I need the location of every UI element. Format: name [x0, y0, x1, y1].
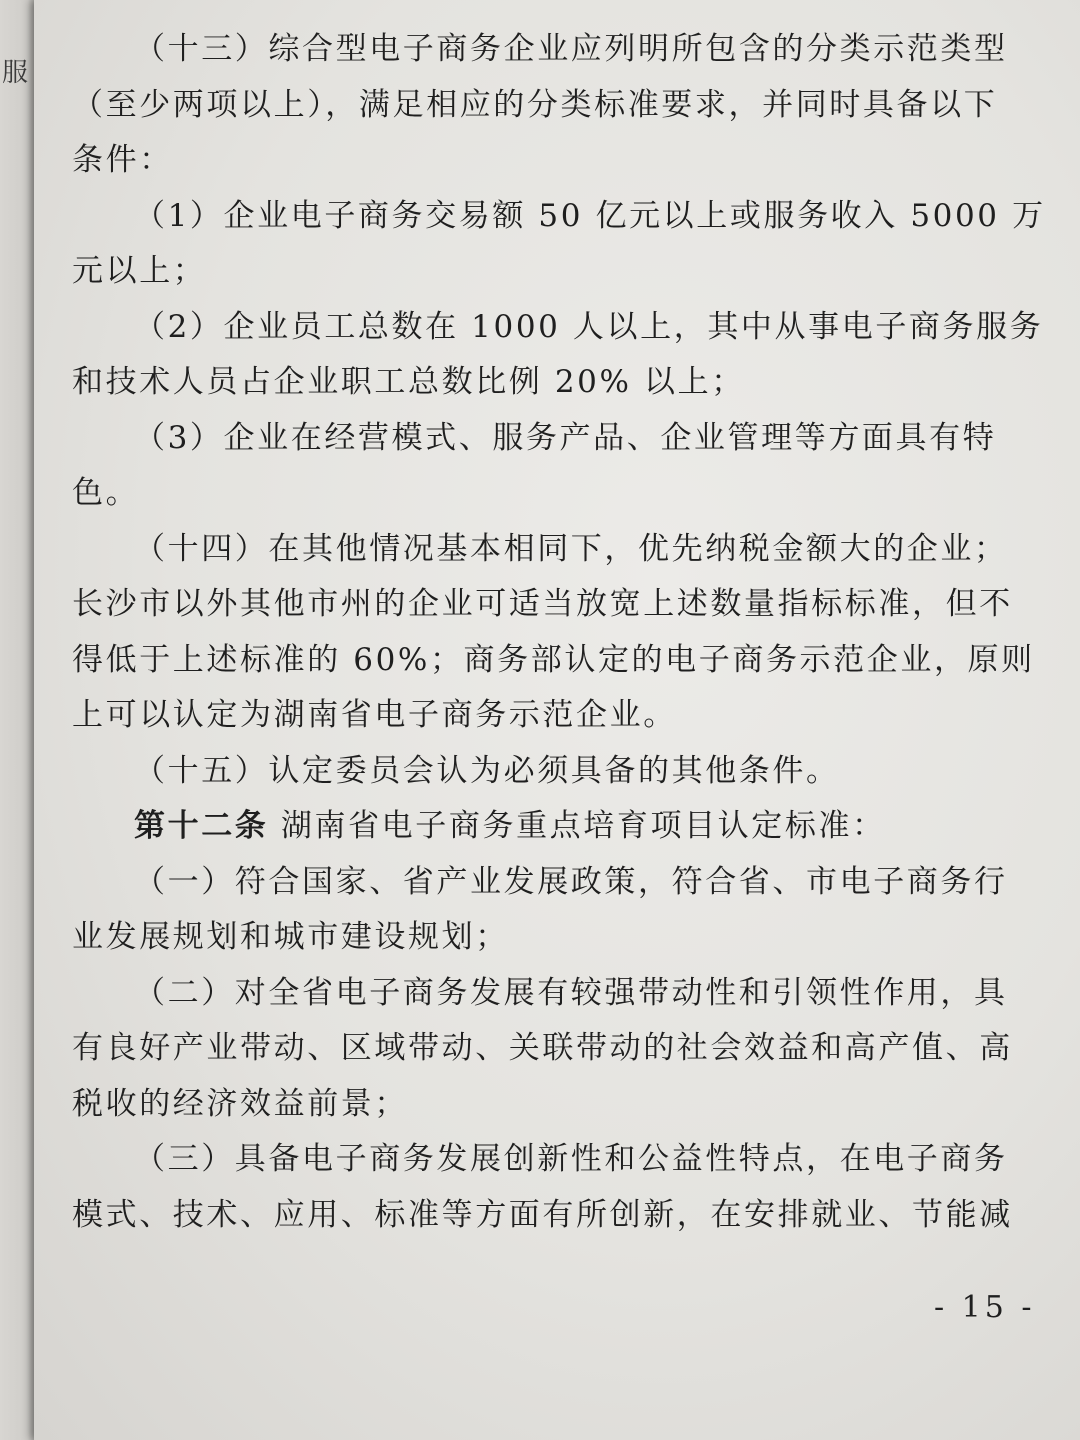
text-line: （三）具备电子商务发展创新性和公益性特点，在电子商务: [134, 1141, 1008, 1177]
text-line: 色。: [72, 475, 140, 511]
text-line: 税收的经济效益前景；: [72, 1085, 408, 1122]
text-line: （至少两项以上），满足相应的分类标准要求，并同时具备以下: [72, 86, 998, 123]
text-line: 和技术人员占企业职工总数比例 20% 以上；: [72, 364, 745, 400]
text-line: 模式、技术、应用、标准等方面有所创新，在安排就业、节能减: [72, 1196, 1013, 1233]
article-title: 湖南省电子商务重点培育项目认定标准：: [280, 808, 886, 844]
text-line: 业发展规划和城市建设规划；: [72, 919, 509, 955]
text-line: （十四）在其他情况基本相同下，优先纳税金额大的企业；: [134, 530, 1008, 567]
text-line: 条件：: [72, 142, 173, 178]
text-line: （十五）认定委员会认为必须具备的其他条件。: [134, 752, 840, 789]
text-line: （1）企业电子商务交易额 50 亿元以上或服务收入 5000 万: [134, 197, 1046, 234]
edge-text-fragment: 服: [2, 58, 29, 88]
page-number: - 15 -: [934, 1290, 1036, 1325]
text-line: （一）符合国家、省产业发展政策，符合省、市电子商务行: [134, 863, 1008, 900]
text-line: 得低于上述标准的 60%；商务部认定的电子商务示范企业，原则: [72, 641, 1035, 678]
document-page: [34, 0, 1080, 1440]
text-line: 元以上；: [72, 253, 207, 289]
body-text: [72, 22, 1046, 1243]
text-line: 有良好产业带动、区域带动、关联带动的社会效益和高产值、高: [72, 1030, 1013, 1066]
article-heading: [72, 799, 1012, 855]
article-label: 第十二条: [134, 808, 269, 844]
text-line: 长沙市以外其他市州的企业可适当放宽上述数量指标标准，但不: [72, 586, 1013, 622]
text-line: （二）对全省电子商务发展有较强带动性和引领性作用，具: [134, 974, 1008, 1011]
text-line: （十三）综合型电子商务企业应列明所包含的分类示范类型: [134, 31, 1008, 67]
text-line: 上可以认定为湖南省电子商务示范企业。: [72, 697, 677, 733]
text-line: （2）企业员工总数在 1000 人以上，其中从事电子商务服务: [134, 308, 1044, 345]
text-line: （3）企业在经营模式、服务产品、企业管理等方面具有特: [134, 419, 997, 456]
